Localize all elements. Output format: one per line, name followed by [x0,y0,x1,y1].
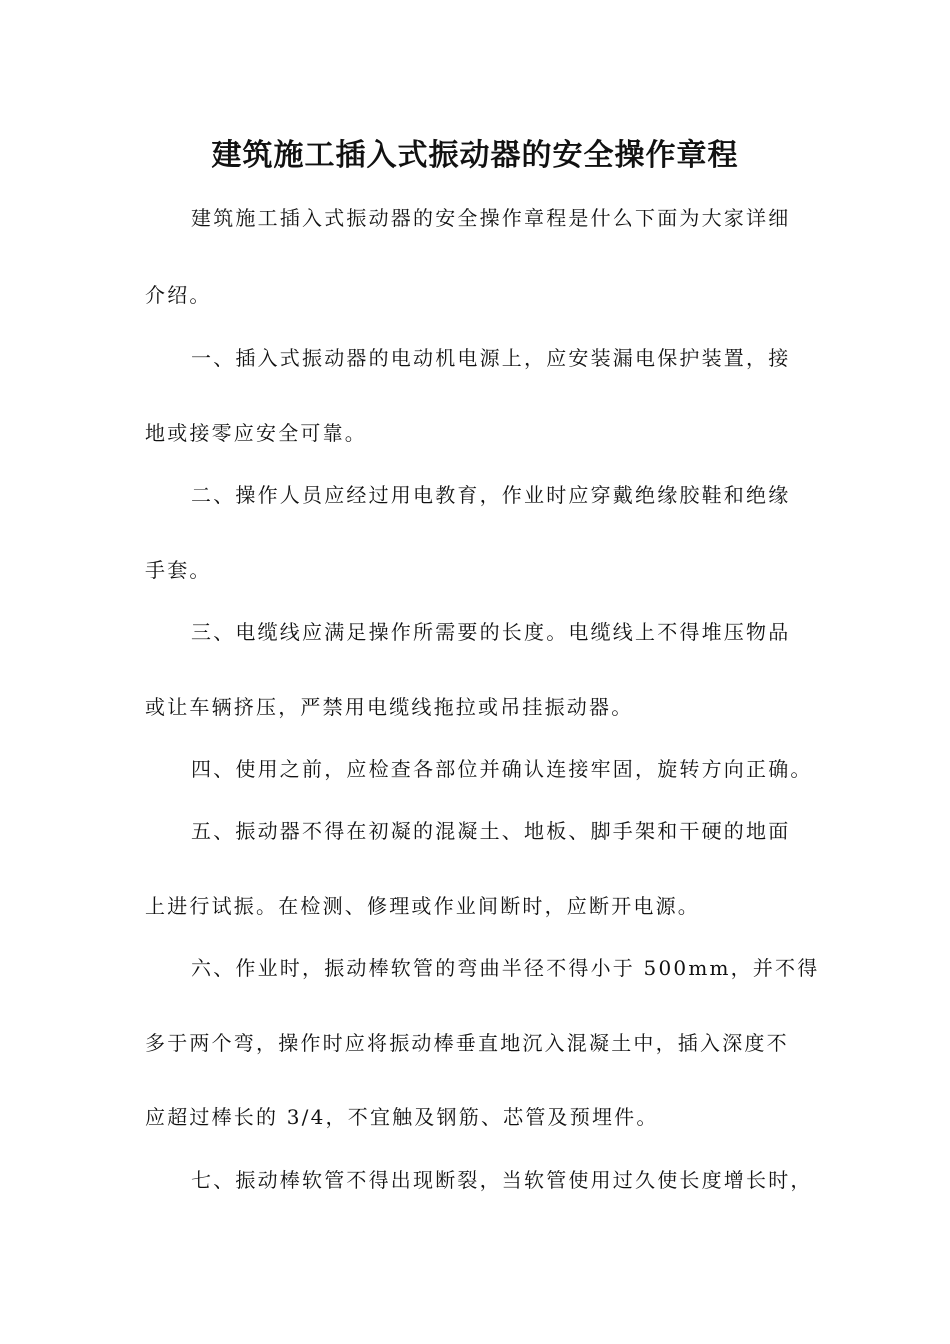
paragraph-line: 多于两个弯，操作时应将振动棒垂直地沉入混凝土中，插入深度不 [145,1031,789,1055]
document-title: 建筑施工插入式振动器的安全操作章程 [211,138,739,173]
paragraph-line: 六、作业时，振动棒软管的弯曲半径不得小于 500mm，并不得 [191,956,820,980]
paragraph-line: 或让车辆挤压，严禁用电缆线拖拉或吊挂振动器。 [145,695,634,719]
paragraph-line: 七、振动棒软管不得出现断裂，当软管使用过久使长度增长时， [191,1168,813,1192]
paragraph-line: 建筑施工插入式振动器的安全操作章程是什么下面为大家详细 [191,206,791,230]
paragraph-line: 三、电缆线应满足操作所需要的长度。电缆线上不得堆压物品 [191,620,791,644]
paragraph-line: 一、插入式振动器的电动机电源上，应安装漏电保护装置，接 [191,346,791,370]
paragraph-line: 上进行试振。在检测、修理或作业间断时，应断开电源。 [145,894,700,918]
paragraph-line: 应超过棒长的 3/4，不宜触及钢筋、芯管及预埋件。 [145,1105,659,1129]
paragraph-line: 二、操作人员应经过用电教育，作业时应穿戴绝缘胶鞋和绝缘 [191,483,791,507]
paragraph-line: 手套。 [145,558,212,582]
paragraph-line: 介绍。 [145,283,212,307]
paragraph-line: 地或接零应安全可靠。 [145,421,367,445]
paragraph-line: 四、使用之前，应检查各部位并确认连接牢固，旋转方向正确。 [191,757,813,781]
paragraph-line: 五、振动器不得在初凝的混凝土、地板、脚手架和干硬的地面 [191,819,791,843]
